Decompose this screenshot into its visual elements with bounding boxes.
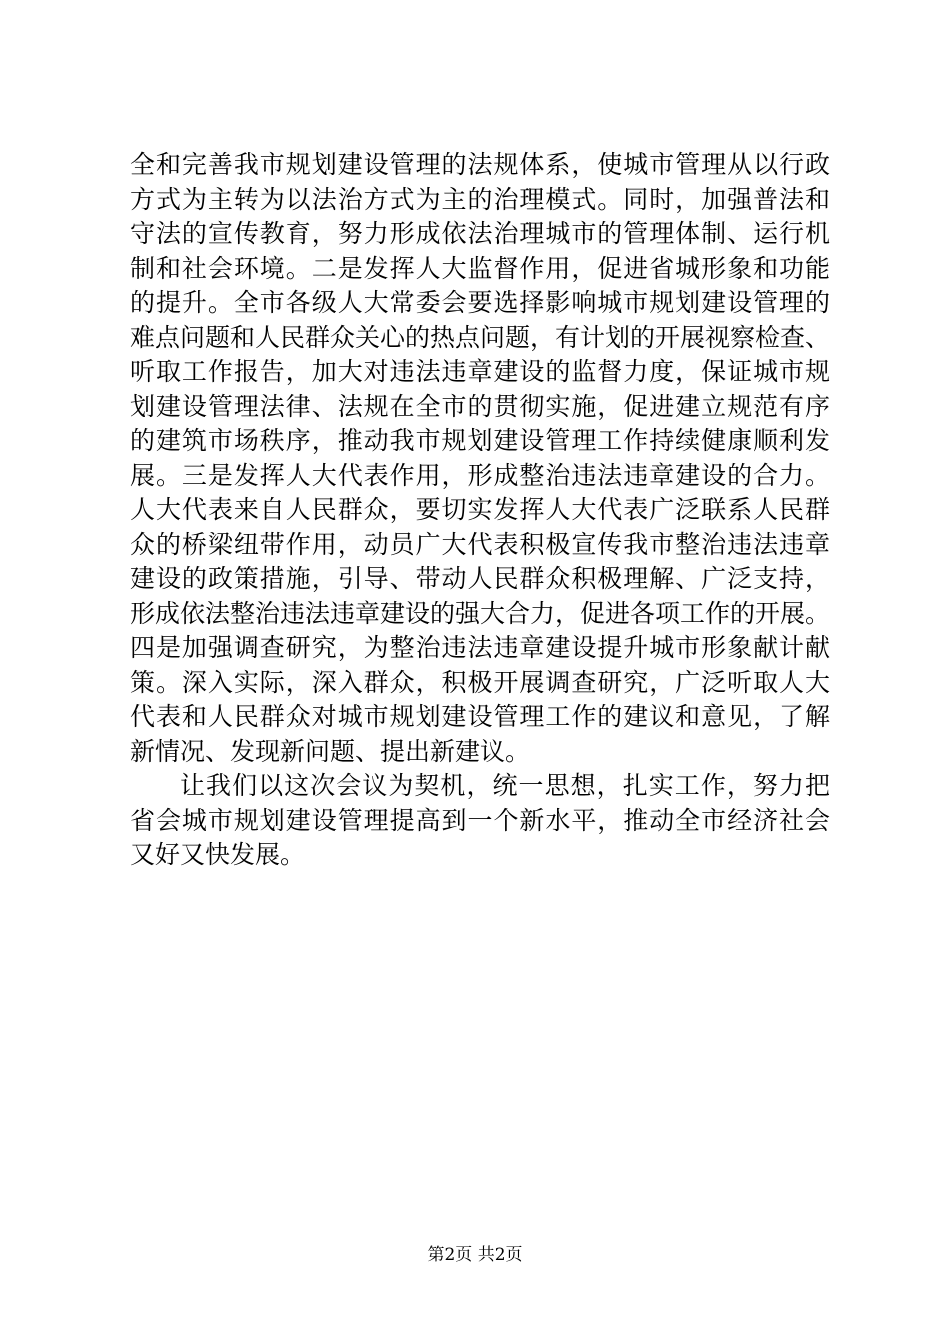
text-line: 制和社会环境。二是发挥人大监督作用，促进省城形象和功能 <box>130 253 830 283</box>
paragraph-first-line: 让我们以这次会议为契机，统一思想，扎实工作，努力把 <box>180 771 830 800</box>
page-number-footer: 第2页 共2页 <box>427 1245 523 1265</box>
text-line: 听取工作报告，加大对违法违章建设的监督力度，保证城市规 <box>130 357 830 386</box>
text-line: 四是加强调查研究，为整治违法违章建设提升城市形象献计献 <box>130 633 830 662</box>
text-line: 形成依法整治违法违章建设的强大合力，促进各项工作的开展。 <box>130 598 831 628</box>
paragraph-end-line: 新情况、发现新问题、提出新建议。 <box>130 736 531 766</box>
text-line: 代表和人民群众对城市规划建设管理工作的建议和意见，了解 <box>130 702 830 731</box>
text-line: 全和完善我市规划建设管理的法规体系，使城市管理从以行政 <box>130 150 830 179</box>
text-line: 方式为主转为以法治方式为主的治理模式。同时，加强普法和 <box>130 184 830 214</box>
text-line: 的提升。全市各级人大常委会要选择影响城市规划建设管理的 <box>130 288 830 317</box>
text-line: 人大代表来自人民群众，要切实发挥人大代表广泛联系人民群 <box>130 495 830 524</box>
text-line: 划建设管理法律、法规在全市的贯彻实施，促进建立规范有序 <box>130 391 830 421</box>
paragraph-end-line: 又好又快发展。 <box>130 840 306 869</box>
text-line: 策。深入实际，深入群众，积极开展调查研究，广泛听取人大 <box>130 667 830 697</box>
text-line: 守法的宣传教育，努力形成依法治理城市的管理体制、运行机 <box>130 219 830 248</box>
text-line: 难点问题和人民群众关心的热点问题，有计划的开展视察检查、 <box>130 322 831 352</box>
text-line: 众的桥梁纽带作用，动员广大代表积极宣传我市整治违法违章 <box>130 529 830 559</box>
body-text <box>130 148 830 873</box>
text-line: 的建筑市场秩序，推动我市规划建设管理工作持续健康顺利发 <box>130 426 830 455</box>
text-line: 省会城市规划建设管理提高到一个新水平，推动全市经济社会 <box>130 805 830 835</box>
text-line: 建设的政策措施，引导、带动人民群众积极理解、广泛支持， <box>130 564 830 593</box>
text-line: 展。三是发挥人大代表作用，形成整治违法违章建设的合力。 <box>130 460 830 490</box>
